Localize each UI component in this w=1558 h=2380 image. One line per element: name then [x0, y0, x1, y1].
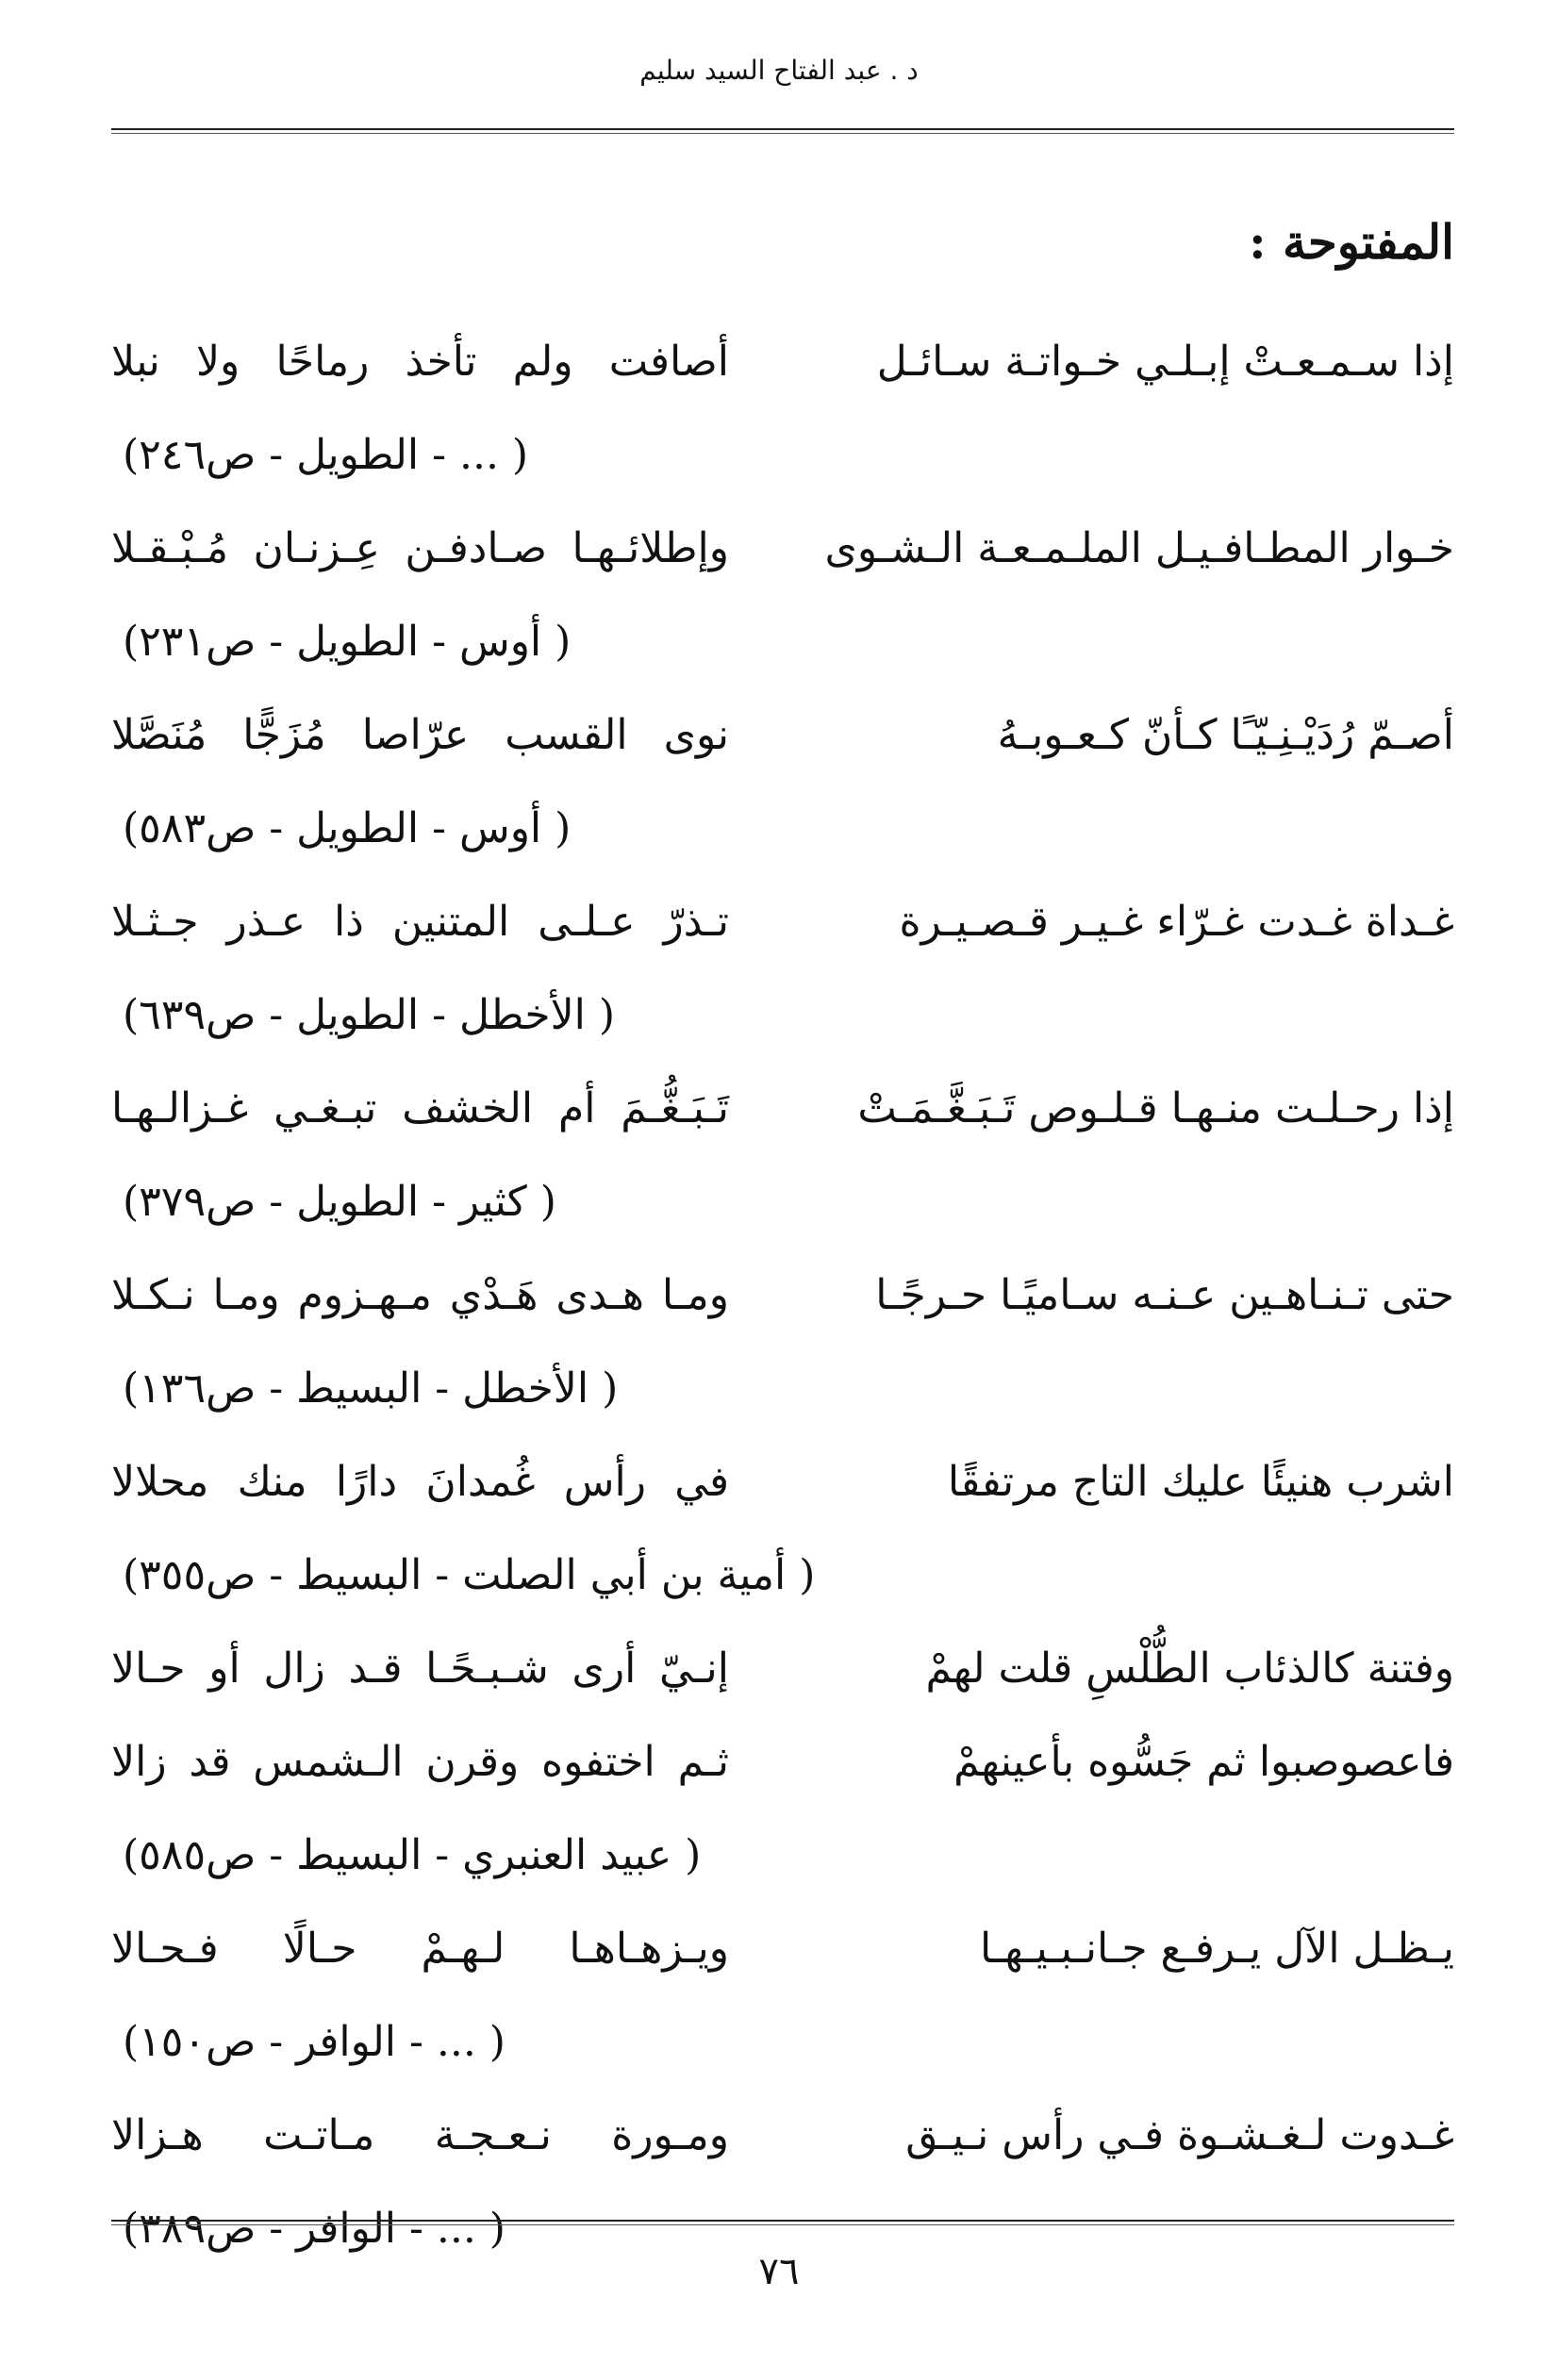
- verse-line: [111, 511, 1454, 604]
- verse-line: [111, 1911, 1454, 2005]
- verse-line: [111, 698, 1454, 791]
- verse-line: [111, 324, 1454, 418]
- attribution-line: [111, 1818, 1454, 1911]
- verse-second-hemistich: تـذرّ عـلـى المتنين ذا عـذر جـثـلا: [111, 898, 729, 946]
- verse-second-hemistich: أصافت ولم تأخذ رماحًا ولا نبلا: [111, 338, 729, 386]
- attribution-text: ( كثير - الطويل - ص٣٧٩): [123, 1178, 556, 1226]
- verse-second-hemistich: وإطلائـهـا صـادفـن عِـزنـان مُـبْـقـلا: [111, 524, 729, 572]
- verse-first-hemistich: وفتنة كالذئاب الطُّلْسِ قلت لهمْ: [925, 1645, 1454, 1693]
- verse-second-hemistich: إنـيّ أرى شـبـحًـا قـد زال أو حـالا: [111, 1645, 729, 1693]
- verse-second-hemistich: ثـم اختفوه وقرن الـشمس قد زالا: [111, 1738, 729, 1786]
- verse-line: [111, 1445, 1454, 1538]
- verse-second-hemistich: في رأس غُمدانَ دارًا منك محلالا: [111, 1458, 729, 1506]
- attribution-line: [111, 791, 1454, 884]
- verse-first-hemistich: فاعصوصبوا ثم جَسُّوه بأعينهمْ: [953, 1738, 1454, 1786]
- attribution-text: ( أمية بن أبي الصلت - البسيط - ص٣٥٥): [123, 1551, 816, 1599]
- verse-first-hemistich: أصـمّ رُدَيْـنِـيّـًا كـأنّ كـعـوبـهُ: [997, 711, 1454, 759]
- attribution-text: ( ... - الطويل - ص٢٤٦): [123, 431, 529, 479]
- verse-line: [111, 884, 1454, 978]
- verse-first-hemistich: غـدوت لـغـشـوة فـي رأس نـيـق: [905, 2111, 1454, 2159]
- section-heading: المفتوحة :: [1249, 214, 1454, 270]
- attribution-line: [111, 1165, 1454, 1258]
- verse-first-hemistich: اشرب هنيئًا عليك التاج مرتفقًا: [947, 1458, 1454, 1506]
- verse-line: [111, 1725, 1454, 1818]
- verse-first-hemistich: إذا سـمـعـتْ إبـلـي خـواتـة سـائـل: [876, 338, 1454, 386]
- attribution-line: [111, 1538, 1454, 1631]
- verse-line: [111, 1071, 1454, 1165]
- attribution-text: ( أوس - الطويل - ص٢٣١): [123, 618, 572, 666]
- verse-line: [111, 1631, 1454, 1725]
- attribution-text: ( الأخطل - الطويل - ص٦٣٩): [123, 991, 616, 1039]
- verse-list: [111, 324, 1454, 2285]
- attribution-text: ( أوس - الطويل - ص٥٨٣): [123, 804, 572, 852]
- verse-second-hemistich: تَـبَـغُّـمَ أم الخشف تبـغـي غـزالـهـا: [111, 1084, 729, 1132]
- verse-first-hemistich: حتى تـنـاهـين عـنـه سـاميًـا حـرجًـا: [875, 1271, 1454, 1319]
- verse-first-hemistich: إذا رحـلـت منـهـا قـلـوص تَـبَـغَّـمَـتْ: [857, 1084, 1454, 1132]
- attribution-line: [111, 978, 1454, 1071]
- attribution-text: ( الأخطل - البسيط - ص١٣٦): [123, 1364, 619, 1413]
- footer-rule: [111, 2220, 1454, 2225]
- verse-second-hemistich: ويـزهـاهـا لـهـمْ حـالًا فـحـالا: [111, 1925, 729, 1973]
- verse-second-hemistich: ومـورة نـعـجـة مـاتـت هـزالا: [111, 2111, 729, 2159]
- attribution-text: ( ... - الوافر - ص١٥٠): [123, 2018, 506, 2066]
- attribution-text: ( ... - الوافر - ص٣٨٩): [123, 2205, 506, 2253]
- verse-first-hemistich: يـظـل الآل يـرفـع جـانـبـيـهـا: [980, 1925, 1454, 1973]
- verse-line: [111, 1258, 1454, 1351]
- attribution-line: [111, 2005, 1454, 2098]
- verse-first-hemistich: خـوار المطـافـيـل الملـمـعـة الـشـوى: [824, 524, 1454, 572]
- attribution-line: [111, 604, 1454, 698]
- header-rule: [111, 128, 1454, 134]
- running-header: د . عبد الفتاح السيد سليم: [639, 55, 919, 86]
- verse-second-hemistich: ومـا هـدى هَـدْي مـهـزوم ومـا نـكـلا: [111, 1271, 729, 1319]
- attribution-text: ( عبيد العنبري - البسيط - ص٥٨٥): [123, 1831, 702, 1879]
- verse-first-hemistich: غـداة غـدت غـرّاء غـيـر قـصـيـرة: [899, 898, 1454, 946]
- page-number: ٧٦: [758, 2250, 800, 2293]
- attribution-line: [111, 418, 1454, 511]
- verse-second-hemistich: نوى القسب عرّاصا مُزَجًّا مُنَصَّلا: [111, 711, 729, 759]
- verse-line: [111, 2098, 1454, 2191]
- attribution-line: [111, 1351, 1454, 1445]
